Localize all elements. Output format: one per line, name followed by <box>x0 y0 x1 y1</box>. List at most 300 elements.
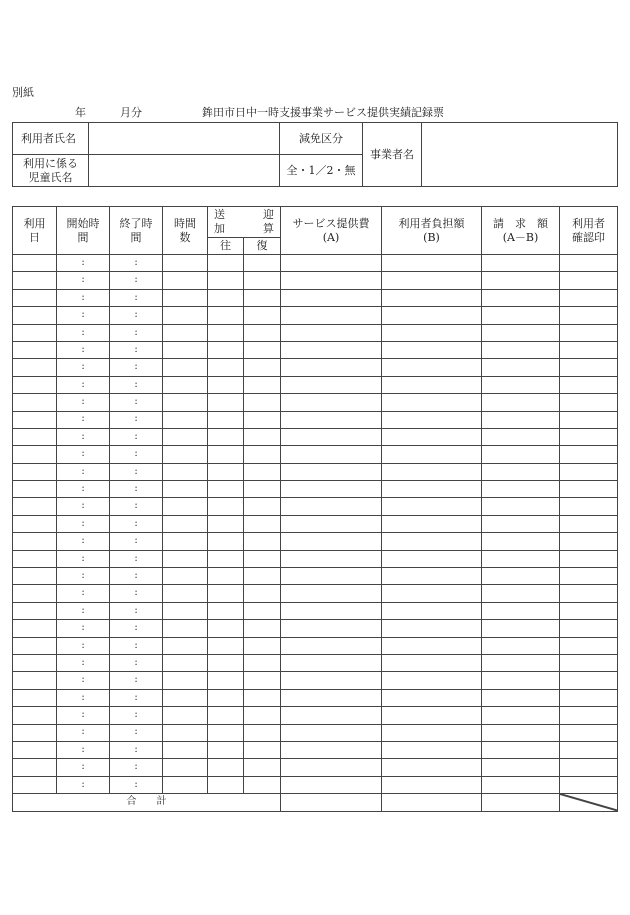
hours-cell[interactable] <box>163 376 208 393</box>
day-cell[interactable] <box>13 637 57 654</box>
end-time-cell[interactable]: : <box>110 289 163 306</box>
hours-cell[interactable] <box>163 776 208 793</box>
user-seal-cell[interactable] <box>560 359 618 376</box>
user-seal-cell[interactable] <box>560 394 618 411</box>
total-service-fee[interactable] <box>281 794 382 811</box>
pickup-back-cell[interactable] <box>244 272 281 289</box>
pickup-back-cell[interactable] <box>244 568 281 585</box>
user-seal-cell[interactable] <box>560 602 618 619</box>
billing-cell[interactable] <box>482 411 560 428</box>
start-time-cell[interactable]: : <box>57 411 110 428</box>
start-time-cell[interactable]: : <box>57 550 110 567</box>
hours-cell[interactable] <box>163 759 208 776</box>
user-burden-cell[interactable] <box>382 550 482 567</box>
pickup-back-cell[interactable] <box>244 289 281 306</box>
user-burden-cell[interactable] <box>382 689 482 706</box>
start-time-cell[interactable]: : <box>57 481 110 498</box>
end-time-cell[interactable]: : <box>110 376 163 393</box>
user-burden-cell[interactable] <box>382 272 482 289</box>
end-time-cell[interactable]: : <box>110 255 163 272</box>
start-time-cell[interactable]: : <box>57 759 110 776</box>
service-fee-cell[interactable] <box>281 341 382 358</box>
pickup-back-cell[interactable] <box>244 307 281 324</box>
end-time-cell[interactable]: : <box>110 446 163 463</box>
end-time-cell[interactable]: : <box>110 550 163 567</box>
day-cell[interactable] <box>13 707 57 724</box>
pickup-out-cell[interactable] <box>208 289 244 306</box>
hours-cell[interactable] <box>163 550 208 567</box>
hours-cell[interactable] <box>163 672 208 689</box>
user-burden-cell[interactable] <box>382 741 482 758</box>
pickup-back-cell[interactable] <box>244 411 281 428</box>
service-fee-cell[interactable] <box>281 498 382 515</box>
service-fee-cell[interactable] <box>281 463 382 480</box>
user-seal-cell[interactable] <box>560 463 618 480</box>
billing-cell[interactable] <box>482 741 560 758</box>
user-burden-cell[interactable] <box>382 672 482 689</box>
user-burden-cell[interactable] <box>382 724 482 741</box>
start-time-cell[interactable]: : <box>57 672 110 689</box>
user-seal-cell[interactable] <box>560 620 618 637</box>
user-burden-cell[interactable] <box>382 602 482 619</box>
user-burden-cell[interactable] <box>382 307 482 324</box>
pickup-back-cell[interactable] <box>244 394 281 411</box>
user-seal-cell[interactable] <box>560 759 618 776</box>
user-seal-cell[interactable] <box>560 272 618 289</box>
hours-cell[interactable] <box>163 428 208 445</box>
pickup-back-cell[interactable] <box>244 672 281 689</box>
end-time-cell[interactable]: : <box>110 515 163 532</box>
day-cell[interactable] <box>13 602 57 619</box>
service-fee-cell[interactable] <box>281 272 382 289</box>
billing-cell[interactable] <box>482 428 560 445</box>
billing-cell[interactable] <box>482 255 560 272</box>
user-seal-cell[interactable] <box>560 498 618 515</box>
pickup-out-cell[interactable] <box>208 568 244 585</box>
billing-cell[interactable] <box>482 602 560 619</box>
pickup-out-cell[interactable] <box>208 446 244 463</box>
pickup-out-cell[interactable] <box>208 689 244 706</box>
user-burden-cell[interactable] <box>382 255 482 272</box>
user-burden-cell[interactable] <box>382 533 482 550</box>
user-burden-cell[interactable] <box>382 759 482 776</box>
billing-cell[interactable] <box>482 550 560 567</box>
service-fee-cell[interactable] <box>281 324 382 341</box>
end-time-cell[interactable]: : <box>110 533 163 550</box>
service-fee-cell[interactable] <box>281 620 382 637</box>
start-time-cell[interactable]: : <box>57 498 110 515</box>
service-fee-cell[interactable] <box>281 672 382 689</box>
user-burden-cell[interactable] <box>382 585 482 602</box>
user-burden-cell[interactable] <box>382 515 482 532</box>
billing-cell[interactable] <box>482 776 560 793</box>
pickup-out-cell[interactable] <box>208 376 244 393</box>
pickup-out-cell[interactable] <box>208 602 244 619</box>
billing-cell[interactable] <box>482 394 560 411</box>
day-cell[interactable] <box>13 776 57 793</box>
start-time-cell[interactable]: : <box>57 307 110 324</box>
user-name-field[interactable] <box>89 123 280 155</box>
end-time-cell[interactable]: : <box>110 359 163 376</box>
day-cell[interactable] <box>13 324 57 341</box>
user-burden-cell[interactable] <box>382 324 482 341</box>
end-time-cell[interactable]: : <box>110 724 163 741</box>
start-time-cell[interactable]: : <box>57 255 110 272</box>
service-fee-cell[interactable] <box>281 550 382 567</box>
user-burden-cell[interactable] <box>382 359 482 376</box>
user-burden-cell[interactable] <box>382 620 482 637</box>
service-fee-cell[interactable] <box>281 428 382 445</box>
pickup-out-cell[interactable] <box>208 324 244 341</box>
billing-cell[interactable] <box>482 498 560 515</box>
start-time-cell[interactable]: : <box>57 394 110 411</box>
pickup-out-cell[interactable] <box>208 724 244 741</box>
child-name-field[interactable] <box>89 155 280 187</box>
hours-cell[interactable] <box>163 255 208 272</box>
end-time-cell[interactable]: : <box>110 776 163 793</box>
day-cell[interactable] <box>13 533 57 550</box>
user-seal-cell[interactable] <box>560 446 618 463</box>
start-time-cell[interactable]: : <box>57 359 110 376</box>
hours-cell[interactable] <box>163 272 208 289</box>
day-cell[interactable] <box>13 620 57 637</box>
billing-cell[interactable] <box>482 724 560 741</box>
billing-cell[interactable] <box>482 446 560 463</box>
user-seal-cell[interactable] <box>560 376 618 393</box>
pickup-out-cell[interactable] <box>208 585 244 602</box>
billing-cell[interactable] <box>482 359 560 376</box>
billing-cell[interactable] <box>482 689 560 706</box>
day-cell[interactable] <box>13 394 57 411</box>
user-burden-cell[interactable] <box>382 707 482 724</box>
pickup-back-cell[interactable] <box>244 741 281 758</box>
end-time-cell[interactable]: : <box>110 689 163 706</box>
pickup-back-cell[interactable] <box>244 585 281 602</box>
billing-cell[interactable] <box>482 307 560 324</box>
pickup-back-cell[interactable] <box>244 341 281 358</box>
day-cell[interactable] <box>13 446 57 463</box>
start-time-cell[interactable]: : <box>57 324 110 341</box>
user-burden-cell[interactable] <box>382 411 482 428</box>
pickup-back-cell[interactable] <box>244 550 281 567</box>
day-cell[interactable] <box>13 341 57 358</box>
day-cell[interactable] <box>13 654 57 671</box>
user-seal-cell[interactable] <box>560 585 618 602</box>
start-time-cell[interactable]: : <box>57 724 110 741</box>
start-time-cell[interactable]: : <box>57 341 110 358</box>
day-cell[interactable] <box>13 741 57 758</box>
hours-cell[interactable] <box>163 602 208 619</box>
end-time-cell[interactable]: : <box>110 741 163 758</box>
service-fee-cell[interactable] <box>281 446 382 463</box>
user-burden-cell[interactable] <box>382 654 482 671</box>
billing-cell[interactable] <box>482 515 560 532</box>
pickup-out-cell[interactable] <box>208 776 244 793</box>
end-time-cell[interactable]: : <box>110 307 163 324</box>
user-seal-cell[interactable] <box>560 324 618 341</box>
end-time-cell[interactable]: : <box>110 481 163 498</box>
service-fee-cell[interactable] <box>281 255 382 272</box>
user-burden-cell[interactable] <box>382 481 482 498</box>
hours-cell[interactable] <box>163 568 208 585</box>
pickup-back-cell[interactable] <box>244 376 281 393</box>
pickup-back-cell[interactable] <box>244 707 281 724</box>
user-seal-cell[interactable] <box>560 741 618 758</box>
start-time-cell[interactable]: : <box>57 689 110 706</box>
pickup-back-cell[interactable] <box>244 255 281 272</box>
start-time-cell[interactable]: : <box>57 515 110 532</box>
total-user-burden[interactable] <box>382 794 482 811</box>
day-cell[interactable] <box>13 376 57 393</box>
service-fee-cell[interactable] <box>281 602 382 619</box>
pickup-out-cell[interactable] <box>208 394 244 411</box>
service-fee-cell[interactable] <box>281 515 382 532</box>
user-seal-cell[interactable] <box>560 672 618 689</box>
end-time-cell[interactable]: : <box>110 602 163 619</box>
service-fee-cell[interactable] <box>281 568 382 585</box>
billing-cell[interactable] <box>482 289 560 306</box>
hours-cell[interactable] <box>163 515 208 532</box>
user-burden-cell[interactable] <box>382 428 482 445</box>
user-seal-cell[interactable] <box>560 776 618 793</box>
provider-name-field[interactable] <box>422 123 618 187</box>
pickup-out-cell[interactable] <box>208 428 244 445</box>
end-time-cell[interactable]: : <box>110 620 163 637</box>
pickup-back-cell[interactable] <box>244 515 281 532</box>
end-time-cell[interactable]: : <box>110 428 163 445</box>
start-time-cell[interactable]: : <box>57 568 110 585</box>
service-fee-cell[interactable] <box>281 481 382 498</box>
hours-cell[interactable] <box>163 724 208 741</box>
pickup-back-cell[interactable] <box>244 481 281 498</box>
user-burden-cell[interactable] <box>382 289 482 306</box>
user-burden-cell[interactable] <box>382 446 482 463</box>
pickup-back-cell[interactable] <box>244 533 281 550</box>
user-seal-cell[interactable] <box>560 255 618 272</box>
day-cell[interactable] <box>13 672 57 689</box>
billing-cell[interactable] <box>482 654 560 671</box>
user-seal-cell[interactable] <box>560 533 618 550</box>
end-time-cell[interactable]: : <box>110 654 163 671</box>
pickup-back-cell[interactable] <box>244 463 281 480</box>
start-time-cell[interactable]: : <box>57 463 110 480</box>
hours-cell[interactable] <box>163 707 208 724</box>
hours-cell[interactable] <box>163 498 208 515</box>
day-cell[interactable] <box>13 289 57 306</box>
pickup-out-cell[interactable] <box>208 707 244 724</box>
start-time-cell[interactable]: : <box>57 446 110 463</box>
user-burden-cell[interactable] <box>382 568 482 585</box>
day-cell[interactable] <box>13 428 57 445</box>
total-billing[interactable] <box>482 794 560 811</box>
pickup-out-cell[interactable] <box>208 550 244 567</box>
end-time-cell[interactable]: : <box>110 568 163 585</box>
hours-cell[interactable] <box>163 289 208 306</box>
pickup-back-cell[interactable] <box>244 428 281 445</box>
start-time-cell[interactable]: : <box>57 620 110 637</box>
start-time-cell[interactable]: : <box>57 289 110 306</box>
end-time-cell[interactable]: : <box>110 394 163 411</box>
hours-cell[interactable] <box>163 411 208 428</box>
pickup-back-cell[interactable] <box>244 359 281 376</box>
billing-cell[interactable] <box>482 324 560 341</box>
pickup-out-cell[interactable] <box>208 637 244 654</box>
start-time-cell[interactable]: : <box>57 707 110 724</box>
start-time-cell[interactable]: : <box>57 654 110 671</box>
start-time-cell[interactable]: : <box>57 272 110 289</box>
hours-cell[interactable] <box>163 654 208 671</box>
pickup-back-cell[interactable] <box>244 620 281 637</box>
billing-cell[interactable] <box>482 341 560 358</box>
user-seal-cell[interactable] <box>560 689 618 706</box>
hours-cell[interactable] <box>163 481 208 498</box>
pickup-back-cell[interactable] <box>244 724 281 741</box>
start-time-cell[interactable]: : <box>57 776 110 793</box>
pickup-back-cell[interactable] <box>244 776 281 793</box>
pickup-out-cell[interactable] <box>208 341 244 358</box>
service-fee-cell[interactable] <box>281 689 382 706</box>
end-time-cell[interactable]: : <box>110 272 163 289</box>
pickup-out-cell[interactable] <box>208 759 244 776</box>
service-fee-cell[interactable] <box>281 707 382 724</box>
day-cell[interactable] <box>13 759 57 776</box>
start-time-cell[interactable]: : <box>57 533 110 550</box>
service-fee-cell[interactable] <box>281 776 382 793</box>
end-time-cell[interactable]: : <box>110 672 163 689</box>
pickup-out-cell[interactable] <box>208 620 244 637</box>
day-cell[interactable] <box>13 724 57 741</box>
start-time-cell[interactable]: : <box>57 602 110 619</box>
pickup-out-cell[interactable] <box>208 654 244 671</box>
end-time-cell[interactable]: : <box>110 324 163 341</box>
day-cell[interactable] <box>13 550 57 567</box>
user-burden-cell[interactable] <box>382 341 482 358</box>
start-time-cell[interactable]: : <box>57 741 110 758</box>
pickup-out-cell[interactable] <box>208 498 244 515</box>
service-fee-cell[interactable] <box>281 394 382 411</box>
pickup-out-cell[interactable] <box>208 255 244 272</box>
service-fee-cell[interactable] <box>281 376 382 393</box>
service-fee-cell[interactable] <box>281 637 382 654</box>
user-seal-cell[interactable] <box>560 411 618 428</box>
billing-cell[interactable] <box>482 272 560 289</box>
day-cell[interactable] <box>13 515 57 532</box>
hours-cell[interactable] <box>163 446 208 463</box>
service-fee-cell[interactable] <box>281 533 382 550</box>
pickup-back-cell[interactable] <box>244 498 281 515</box>
service-fee-cell[interactable] <box>281 585 382 602</box>
user-seal-cell[interactable] <box>560 724 618 741</box>
service-fee-cell[interactable] <box>281 359 382 376</box>
service-fee-cell[interactable] <box>281 411 382 428</box>
pickup-back-cell[interactable] <box>244 324 281 341</box>
pickup-back-cell[interactable] <box>244 759 281 776</box>
billing-cell[interactable] <box>482 376 560 393</box>
billing-cell[interactable] <box>482 672 560 689</box>
pickup-back-cell[interactable] <box>244 689 281 706</box>
user-seal-cell[interactable] <box>560 707 618 724</box>
pickup-out-cell[interactable] <box>208 533 244 550</box>
service-fee-cell[interactable] <box>281 759 382 776</box>
hours-cell[interactable] <box>163 637 208 654</box>
end-time-cell[interactable]: : <box>110 463 163 480</box>
service-fee-cell[interactable] <box>281 307 382 324</box>
hours-cell[interactable] <box>163 741 208 758</box>
hours-cell[interactable] <box>163 324 208 341</box>
day-cell[interactable] <box>13 481 57 498</box>
start-time-cell[interactable]: : <box>57 585 110 602</box>
pickup-back-cell[interactable] <box>244 446 281 463</box>
day-cell[interactable] <box>13 411 57 428</box>
day-cell[interactable] <box>13 255 57 272</box>
user-burden-cell[interactable] <box>382 498 482 515</box>
user-seal-cell[interactable] <box>560 428 618 445</box>
hours-cell[interactable] <box>163 585 208 602</box>
end-time-cell[interactable]: : <box>110 707 163 724</box>
billing-cell[interactable] <box>482 463 560 480</box>
day-cell[interactable] <box>13 463 57 480</box>
hours-cell[interactable] <box>163 620 208 637</box>
service-fee-cell[interactable] <box>281 724 382 741</box>
pickup-out-cell[interactable] <box>208 307 244 324</box>
user-seal-cell[interactable] <box>560 341 618 358</box>
billing-cell[interactable] <box>482 759 560 776</box>
user-seal-cell[interactable] <box>560 654 618 671</box>
service-fee-cell[interactable] <box>281 654 382 671</box>
user-burden-cell[interactable] <box>382 394 482 411</box>
user-seal-cell[interactable] <box>560 568 618 585</box>
user-burden-cell[interactable] <box>382 637 482 654</box>
start-time-cell[interactable]: : <box>57 637 110 654</box>
billing-cell[interactable] <box>482 637 560 654</box>
billing-cell[interactable] <box>482 585 560 602</box>
day-cell[interactable] <box>13 307 57 324</box>
pickup-out-cell[interactable] <box>208 411 244 428</box>
pickup-back-cell[interactable] <box>244 602 281 619</box>
day-cell[interactable] <box>13 689 57 706</box>
end-time-cell[interactable]: : <box>110 637 163 654</box>
user-burden-cell[interactable] <box>382 376 482 393</box>
start-time-cell[interactable]: : <box>57 376 110 393</box>
hours-cell[interactable] <box>163 341 208 358</box>
billing-cell[interactable] <box>482 707 560 724</box>
user-seal-cell[interactable] <box>560 515 618 532</box>
day-cell[interactable] <box>13 359 57 376</box>
service-fee-cell[interactable] <box>281 741 382 758</box>
user-seal-cell[interactable] <box>560 307 618 324</box>
end-time-cell[interactable]: : <box>110 411 163 428</box>
user-seal-cell[interactable] <box>560 289 618 306</box>
pickup-out-cell[interactable] <box>208 463 244 480</box>
user-burden-cell[interactable] <box>382 463 482 480</box>
user-seal-cell[interactable] <box>560 637 618 654</box>
user-seal-cell[interactable] <box>560 481 618 498</box>
day-cell[interactable] <box>13 568 57 585</box>
billing-cell[interactable] <box>482 620 560 637</box>
hours-cell[interactable] <box>163 689 208 706</box>
hours-cell[interactable] <box>163 307 208 324</box>
pickup-back-cell[interactable] <box>244 654 281 671</box>
end-time-cell[interactable]: : <box>110 498 163 515</box>
billing-cell[interactable] <box>482 481 560 498</box>
hours-cell[interactable] <box>163 394 208 411</box>
day-cell[interactable] <box>13 498 57 515</box>
billing-cell[interactable] <box>482 568 560 585</box>
user-burden-cell[interactable] <box>382 776 482 793</box>
pickup-out-cell[interactable] <box>208 515 244 532</box>
end-time-cell[interactable]: : <box>110 585 163 602</box>
service-fee-cell[interactable] <box>281 289 382 306</box>
